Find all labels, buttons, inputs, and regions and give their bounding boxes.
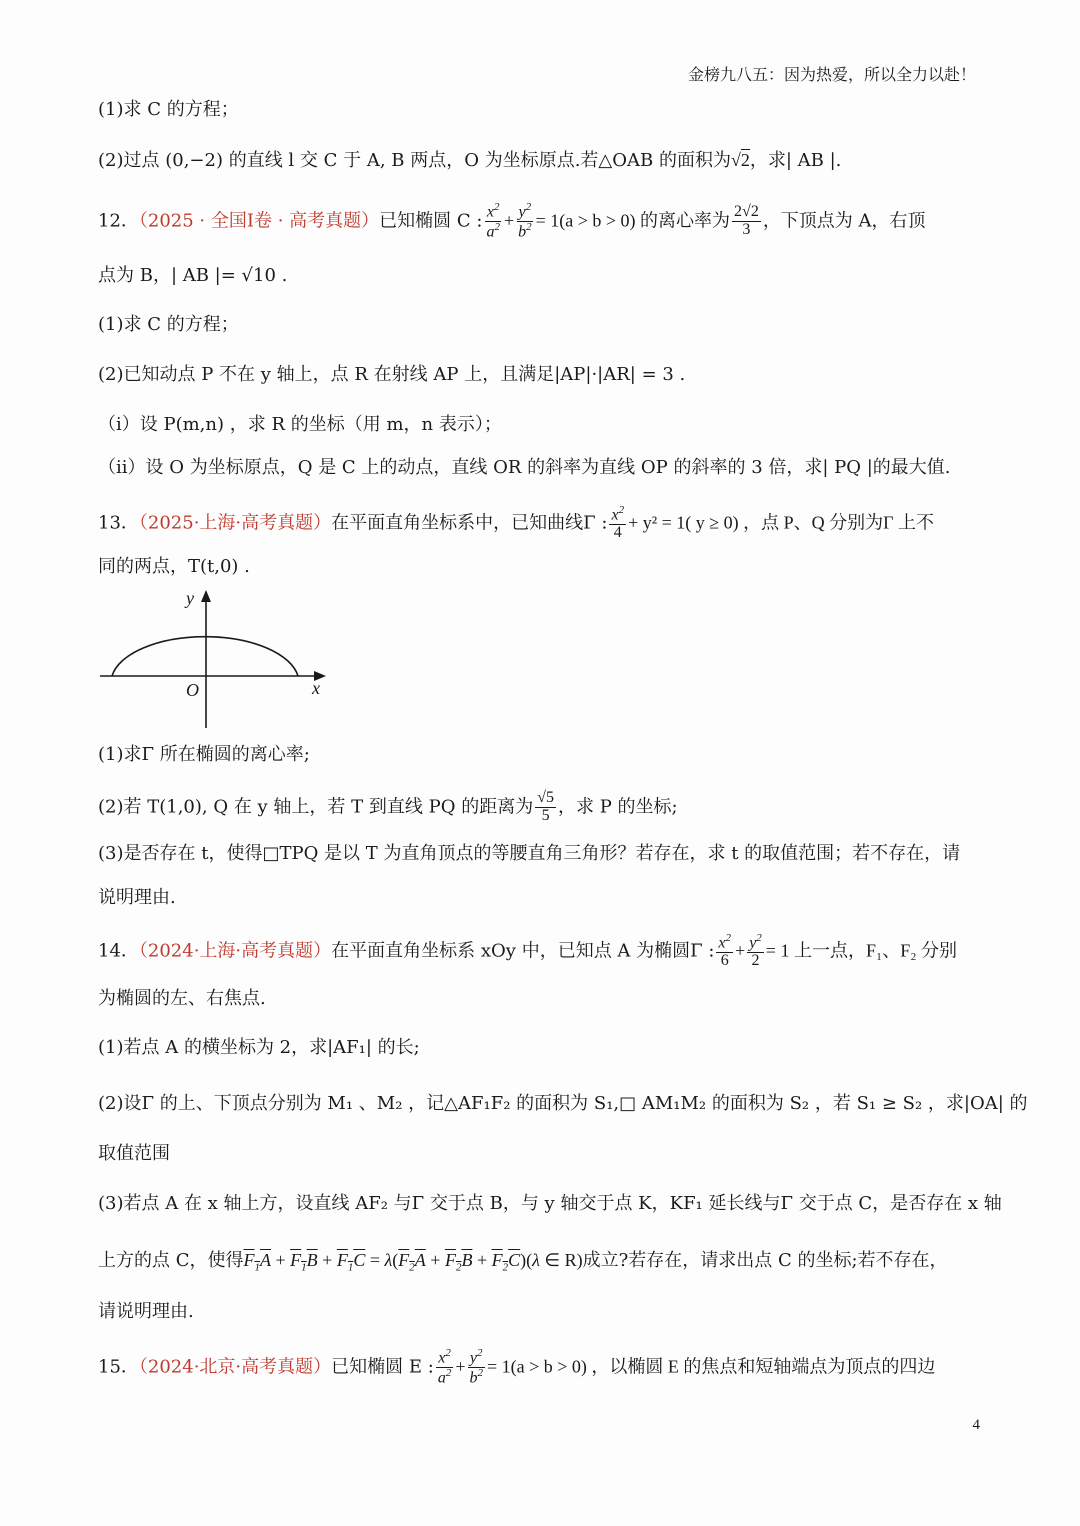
q15-stem: 15．（2024·北京·高考真题）已知椭圆 E : $\frac{x^2}{a^2}$ + $\frac{y^2}{b^2}$ = 1(a > b > 0) ，以椭圆 E 的焦点和短轴端点为顶点的四边 [98,1347,936,1387]
q14-part3-line3: 请说明理由. [98,1301,194,1322]
q14-part2-line2: 取值范围 [98,1143,170,1164]
q14-stem-line2: 为椭圆的左、右焦点. [98,988,266,1009]
q12-frac-y: $\frac{y^2}{b^2}$ [518,201,532,241]
q14-part3: (3)若点 A 在 x 轴上方，设直线 AF₂ 与Γ 交于点 B，与 y 轴交于点 K，KF₁ 延长线与Γ 交于点 C，是否存在 x 轴 [98,1193,1002,1214]
q12-frac-x: $\frac{x^2}{a^2}$ [486,201,500,241]
q12-part2-ii: （ii）设 O 为坐标原点，Q 是 C 上的动点，直线 OR 的斜率为直线 OP 的斜率的 3 倍，求| PQ |的最大值. [98,457,951,478]
q12-part2: (2)已知动点 P 不在 y 轴上，点 R 在射线 AP 上，且满足|AP|·|AR| = 3 . [98,364,686,385]
q11-part2: (2)过点 (0,−2) 的直线 l 交 C 于 A, B 两点，O 为坐标原点.若△OAB 的面积为√2，求| AB |. [98,150,842,171]
q13-stem: 13．（2025·上海·高考真题）在平面直角坐标系中，已知曲线Γ : $\frac{x^2}{4}$ + y² = 1( y ≥ 0) ，点 P、Q 分别为Γ 上不 [98,504,935,542]
page-number: 4 [972,1417,980,1433]
q13-source: （2025·上海·高考真题） [138,512,332,534]
q14-source: （2024·上海·高考真题） [138,940,332,962]
q13-part3: (3)是否存在 t，使得□TPQ 是以 T 为直角顶点的等腰直角三角形？若存在，求 t 的取值范围；若不存在，请 [98,843,961,864]
q15-frac-y: $\frac{y^2}{b^2}$ [469,1347,483,1387]
q11-part1: (1)求 C 的方程； [98,99,239,120]
q13-part1: (1)求Γ 所在椭圆的离心率; [98,744,310,765]
q13-part2: (2)若 T(1,0), Q 在 y 轴上，若 T 到直线 PQ 的距离为 $\frac{√5}{5}$ ，求 P 的坐标; [98,789,678,824]
q14-part3-line2: 上方的点 C，使得$F_1A + F_1B + F_1C = \lambda(F_2A + F_2B + F_2C)(\lambda$ ∈ R)成立?若存在，请求出点 C 的坐标;若不存在， [98,1250,948,1274]
origin-label: O [186,680,199,700]
y-axis-arrow [201,590,211,602]
q14-vector-equation: $F_1A + F_1B + F_1C = \lambda(F_2A + F_2B + F_2C)(\lambda$ ∈ R) [243,1250,583,1274]
q14-part2: (2)设Γ 的上、下顶点分别为 M₁ 、M₂ ，记△AF₁F₂ 的面积为 S₁,□ AM₁M₂ 的面积为 S₂ ，若 S₁ ≥ S₂ ，求|OA| 的 [98,1093,1028,1114]
q14-stem: 14．（2024·上海·高考真题）在平面直角坐标系 xOy 中，已知点 A 为椭圆Γ : $\frac{x^2}{6}$ + $\frac{y^2}{2}$ = 1 上一点，F₁、F₂ 分别 [98,932,958,970]
q15-source: （2024·北京·高考真题） [138,1356,332,1378]
upper-half-ellipse-curve [112,637,298,676]
q12-source: （2025 · 全国Ⅰ卷 · 高考真题） [138,210,380,232]
q13-frac: $\frac{x^2}{4}$ [611,504,625,542]
q12-stem: 12．（2025 · 全国Ⅰ卷 · 高考真题）已知椭圆 C : $\frac{x^2}{a^2}$ + $\frac{y^2}{b^2}$ = 1(a > b > 0) 的离心率为 $\frac{2√2}{3}$ ，下顶点为 A，右顶 [98,201,926,241]
x-axis-label: x [312,678,320,698]
q13-part3-line2: 说明理由. [98,887,176,908]
q12-part2-i: （i）设 P(m,n) ，求 R 的坐标（用 m，n 表示）； [98,414,502,435]
q12-frac-e: $\frac{2√2}{3}$ [734,203,759,239]
q13-frac-dist: $\frac{√5}{5}$ [537,789,554,824]
page-header: 金榜九八五：因为热爱，所以全力以赴！ [687,65,976,84]
y-axis-label: y [186,588,194,608]
q14-frac-y: $\frac{y^2}{2}$ [749,932,762,970]
q12-part1: (1)求 C 的方程； [98,314,239,335]
q14-part1: (1)若点 A 的横坐标为 2，求|AF₁| 的长; [98,1037,420,1058]
ellipse-figure [98,582,338,730]
q14-frac-x: $\frac{x^2}{6}$ [718,932,732,970]
q15-frac-x: $\frac{x^2}{a^2}$ [437,1347,452,1387]
q12-stem-line2: 点为 B，| AB |= √10 . [98,265,288,286]
q13-stem-line2: 同的两点，T(t,0) . [98,556,250,577]
